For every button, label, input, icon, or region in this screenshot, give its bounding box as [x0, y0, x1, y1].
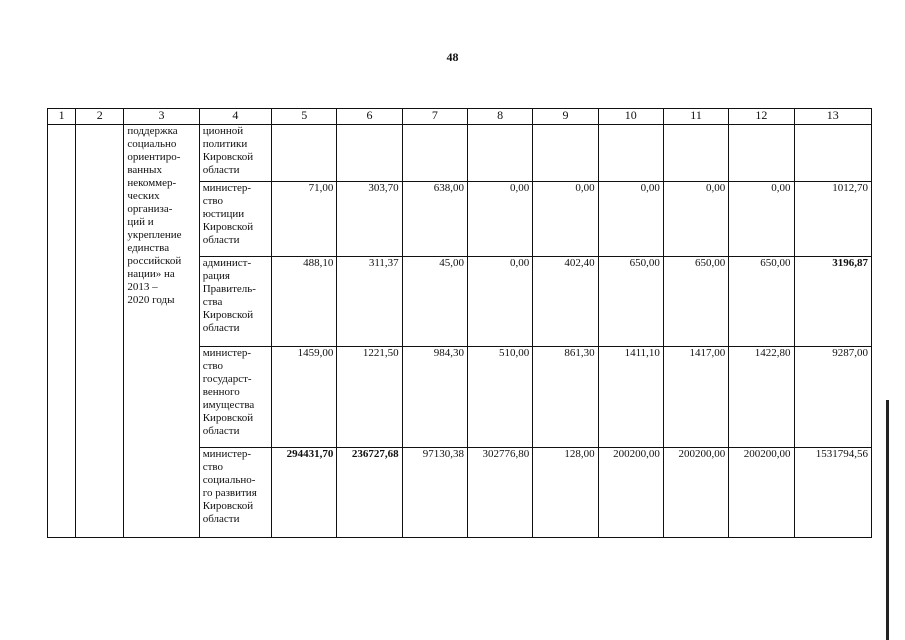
table-row: [48, 125, 872, 182]
value-cell: 0,00: [467, 182, 532, 257]
value-cell: [467, 125, 532, 182]
col2-cell: [76, 125, 124, 538]
value-cell: 510,00: [467, 347, 532, 448]
value-cell: [598, 125, 663, 182]
funding-table: [47, 108, 872, 538]
column-header: 6: [337, 109, 402, 125]
value-cell: 650,00: [598, 257, 663, 347]
value-cell: [402, 125, 467, 182]
column-header: 1: [48, 109, 76, 125]
header-row: [48, 109, 872, 125]
value-cell: 984,30: [402, 347, 467, 448]
column-header: 3: [124, 109, 199, 125]
value-cell: 200200,00: [729, 448, 794, 538]
executor-cell: админист- рация Правитель- ства Кировской области: [199, 257, 271, 347]
executor-cell: министер- ство социально- го развития Кировской области: [199, 448, 271, 538]
value-cell: 0,00: [663, 182, 728, 257]
value-cell: [272, 125, 337, 182]
value-cell: 97130,38: [402, 448, 467, 538]
value-cell: 9287,00: [794, 347, 871, 448]
value-cell: [729, 125, 794, 182]
column-header: 11: [663, 109, 728, 125]
column-header: 8: [467, 109, 532, 125]
column-header: 10: [598, 109, 663, 125]
value-cell: [663, 125, 728, 182]
value-cell: 128,00: [533, 448, 598, 538]
value-cell: [794, 125, 871, 182]
column-header: 12: [729, 109, 794, 125]
scan-edge-line: [886, 400, 889, 640]
column-header: 9: [533, 109, 598, 125]
column-header: 5: [272, 109, 337, 125]
value-cell: 303,70: [337, 182, 402, 257]
value-cell: 71,00: [272, 182, 337, 257]
executor-cell: министер- ство юстиции Кировской области: [199, 182, 271, 257]
value-cell: 402,40: [533, 257, 598, 347]
program-name-cell: поддержка социально ориентиро- ванных некоммер- ческих организа- ций и укрепление единства российской нации» на 2013 – 2020 годы: [124, 125, 199, 538]
executor-cell: ционной политики Кировской области: [199, 125, 271, 182]
column-header: 13: [794, 109, 871, 125]
value-cell: 200200,00: [598, 448, 663, 538]
value-cell: 45,00: [402, 257, 467, 347]
value-cell: 1012,70: [794, 182, 871, 257]
value-cell: [533, 125, 598, 182]
value-cell: [337, 125, 402, 182]
value-cell: 650,00: [729, 257, 794, 347]
column-header: 4: [199, 109, 271, 125]
value-cell: 638,00: [402, 182, 467, 257]
value-cell: 1221,50: [337, 347, 402, 448]
value-cell: 294431,70: [272, 448, 337, 538]
value-cell: 0,00: [467, 257, 532, 347]
value-cell: 650,00: [663, 257, 728, 347]
value-cell: 0,00: [533, 182, 598, 257]
value-cell: 311,37: [337, 257, 402, 347]
value-cell: 488,10: [272, 257, 337, 347]
value-cell: 1531794,56: [794, 448, 871, 538]
value-cell: 0,00: [729, 182, 794, 257]
value-cell: 0,00: [598, 182, 663, 257]
value-cell: 200200,00: [663, 448, 728, 538]
value-cell: 861,30: [533, 347, 598, 448]
value-cell: 302776,80: [467, 448, 532, 538]
value-cell: 3196,87: [794, 257, 871, 347]
column-header: 7: [402, 109, 467, 125]
value-cell: 1422,80: [729, 347, 794, 448]
executor-cell: министер- ство государст- венного имущества Кировской области: [199, 347, 271, 448]
value-cell: 1411,10: [598, 347, 663, 448]
value-cell: 1417,00: [663, 347, 728, 448]
col1-cell: [48, 125, 76, 538]
value-cell: 236727,68: [337, 448, 402, 538]
column-header: 2: [76, 109, 124, 125]
value-cell: 1459,00: [272, 347, 337, 448]
page-number: 48: [446, 50, 459, 64]
